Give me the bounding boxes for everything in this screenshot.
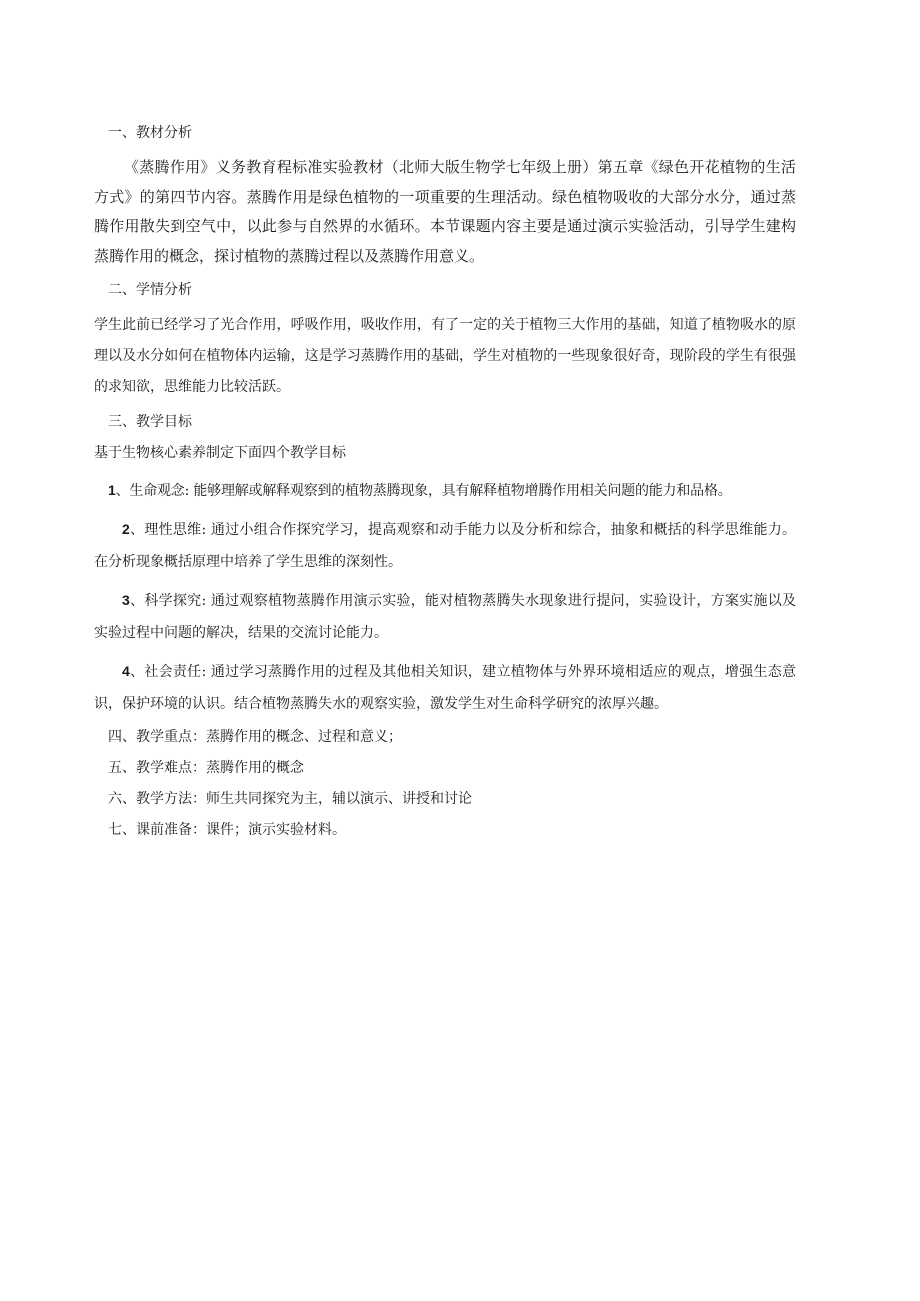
section-teaching-focus: 四、教学重点：蒸腾作用的概念、过程和意义； <box>108 729 402 745</box>
teaching-goals-intro: 基于生物核心素养制定下面四个教学目标 <box>94 445 346 461</box>
goal-life-concept <box>94 474 796 507</box>
goal-number: 3 <box>122 592 130 608</box>
section-teaching-difficulty: 五、教学难点：蒸腾作用的概念 <box>108 760 304 776</box>
goal-rational-thinking <box>94 513 796 578</box>
goal-social-responsibility <box>94 655 796 720</box>
goal-text: 、社会责任: 通过学习蒸腾作用的过程及其他相关知识，建立植物体与外界环境相适应的观点，增强生态意识，保护环境的认识。结合植物蒸腾失水的观察实验，激发学生对生命科学研究的浓厚兴趣。 <box>94 664 796 712</box>
goal-text: 、生命观念: 能够理解或解释观察到的植物蒸腾现象，具有解释植物增腾作用相关问题的能力和品格。 <box>115 483 732 499</box>
section-class-preparation: 七、课前准备：课件；演示实验材料。 <box>108 822 346 838</box>
student-analysis-paragraph: 学生此前已经学习了光合作用，呼吸作用，吸收作用，有了一定的关于植物三大作用的基础，知道了植物吸水的原理以及水分如何在植物体内运输，这是学习蒸腾作用的基础，学生对植物的一些现象很好奇，现阶段的学生有很强的求知欲，思维能力比较活跃。 <box>94 317 796 395</box>
goal-number: 2 <box>122 521 130 537</box>
goal-number: 4 <box>122 663 130 679</box>
section-heading-teaching-goals: 三、教学目标 <box>108 414 192 430</box>
goal-scientific-inquiry <box>94 584 796 649</box>
goal-number: 1 <box>108 482 116 498</box>
section-heading-textbook-analysis: 一、教材分析 <box>108 125 192 141</box>
textbook-analysis-paragraph: 《蒸腾作用》义务教育程标准实验教材（北师大版生物学七年级上册）第五章《绿色开花植物的生活方式》的第四节内容。蒸腾作用是绿色植物的一项重要的生理活动。绿色植物吸收的大部分水分，通过蒸腾作用散失到空气中，以此参与自然界的水循环。本节课题内容主要是通过演示实验活动，引导学生建构蒸腾作用的概念，探讨植物的蒸腾过程以及蒸腾作用意义。 <box>94 158 796 265</box>
goal-text: 、理性思维: 通过小组合作探究学习，提高观察和动手能力以及分析和综合，抽象和概括的科学思维能力。在分析现象概括原理中培养了学生思维的深刻性。 <box>94 522 796 570</box>
goal-text: 、科学探究: 通过观察植物蒸腾作用演示实验，能对植物蒸腾失水现象进行提问，实验设计，方案实施以及实验过程中问题的解决，结果的交流讨论能力。 <box>94 593 796 641</box>
section-teaching-method: 六、教学方法：师生共同探究为主，辅以演示、讲授和讨论 <box>108 791 472 807</box>
section-heading-student-analysis: 二、学情分析 <box>108 282 192 298</box>
document-body <box>94 122 796 850</box>
